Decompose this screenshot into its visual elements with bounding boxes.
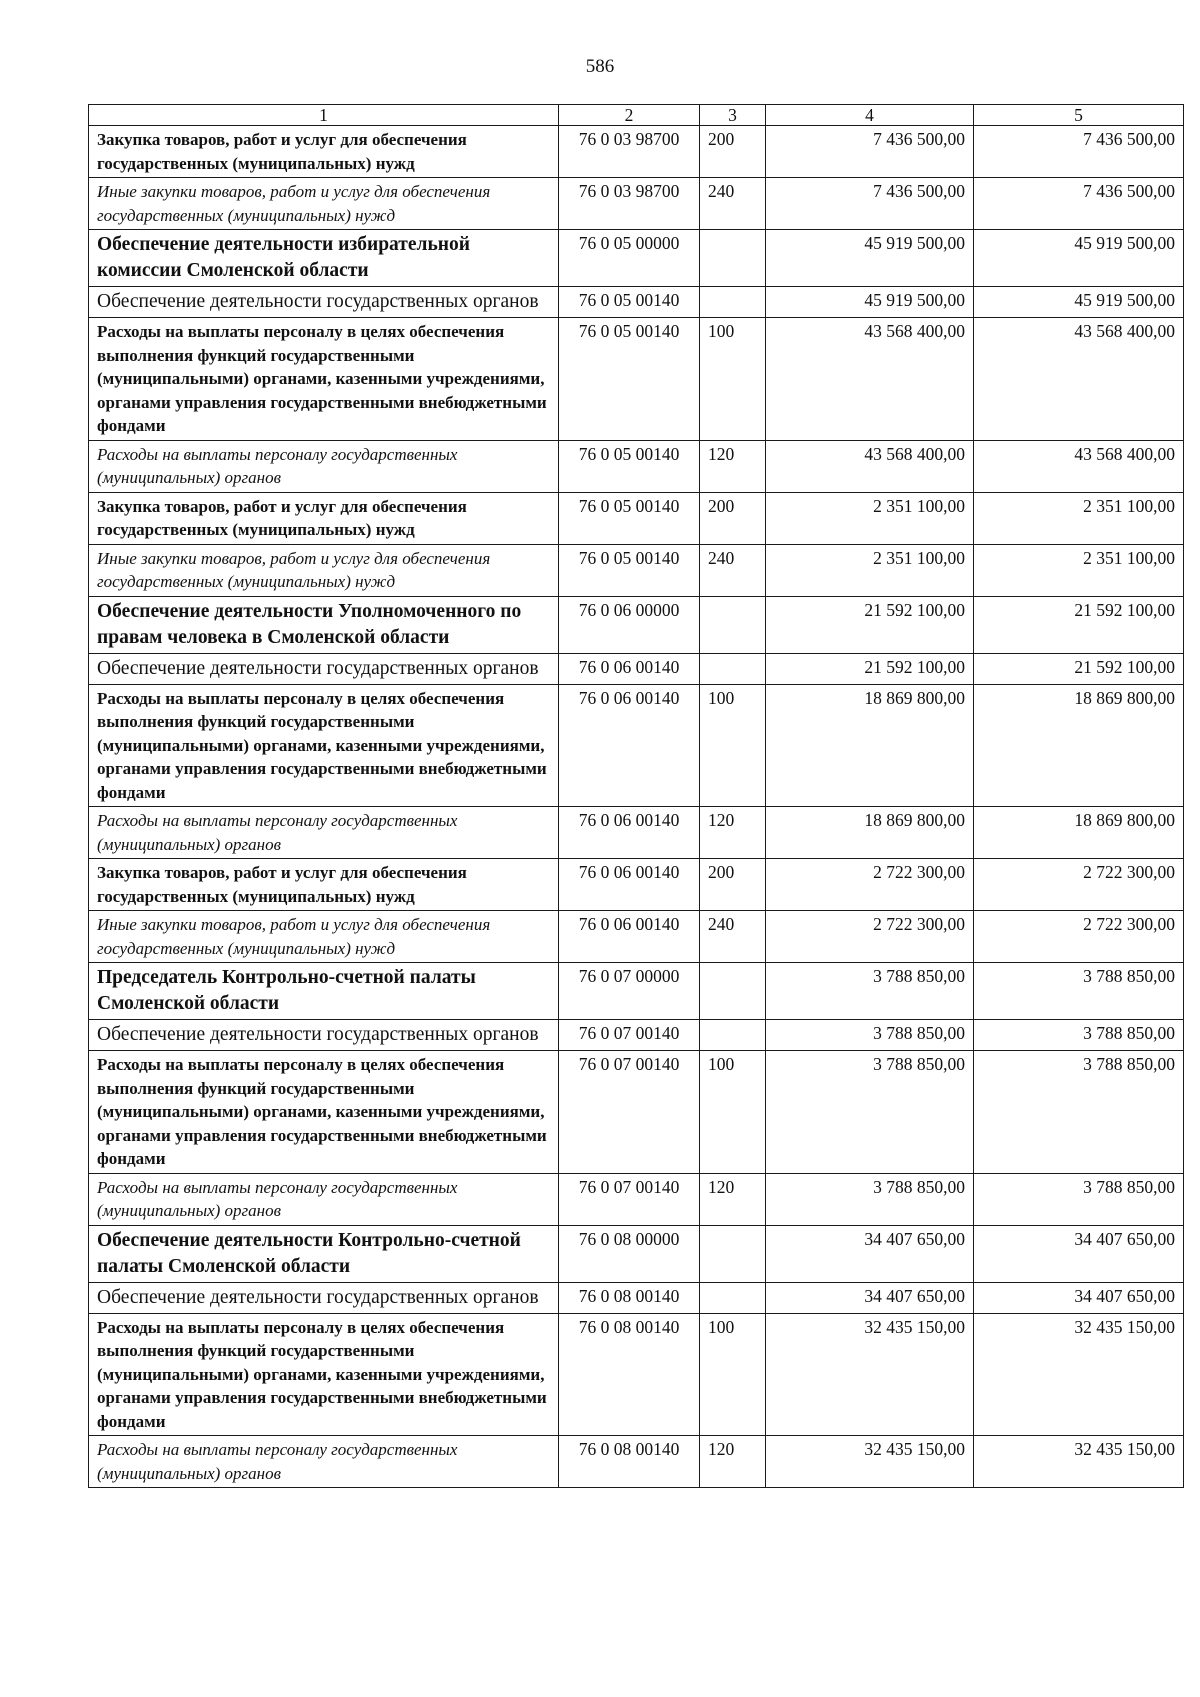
table-row — [89, 1020, 1184, 1051]
row-amount-col4: 2 351 100,00 — [766, 492, 974, 544]
budget-table-body — [89, 105, 1184, 1488]
table-row — [89, 911, 1184, 963]
row-amount-col4: 2 351 100,00 — [766, 544, 974, 596]
table-row — [89, 1051, 1184, 1174]
table-row — [89, 178, 1184, 230]
row-expense-type: 100 — [700, 318, 766, 441]
table-row — [89, 544, 1184, 596]
row-name: Расходы на выплаты персоналу в целях обеспечения выполнения функций государственными (муниципальными) органами, казенными учреждениями, органами управления государственными внебюджетными фондами — [89, 684, 559, 807]
row-expense-type: 200 — [700, 492, 766, 544]
row-amount-col5: 3 788 850,00 — [974, 1020, 1184, 1051]
row-target-code: 76 0 06 00140 — [559, 653, 700, 684]
row-amount-col5: 3 788 850,00 — [974, 1051, 1184, 1174]
column-header: 1 — [89, 105, 559, 126]
row-amount-col4: 34 407 650,00 — [766, 1282, 974, 1313]
row-name: Обеспечение деятельности Уполномоченного по правам человека в Смоленской области — [89, 596, 559, 653]
row-target-code: 76 0 06 00140 — [559, 859, 700, 911]
row-target-code: 76 0 08 00140 — [559, 1436, 700, 1488]
column-header: 4 — [766, 105, 974, 126]
row-amount-col4: 43 568 400,00 — [766, 318, 974, 441]
row-amount-col4: 2 722 300,00 — [766, 859, 974, 911]
row-expense-type: 120 — [700, 440, 766, 492]
row-name: Закупка товаров, работ и услуг для обеспечения государственных (муниципальных) нужд — [89, 859, 559, 911]
table-row — [89, 492, 1184, 544]
column-header: 3 — [700, 105, 766, 126]
row-amount-col4: 3 788 850,00 — [766, 1173, 974, 1225]
row-target-code: 76 0 03 98700 — [559, 178, 700, 230]
row-name: Расходы на выплаты персоналу государственных (муниципальных) органов — [89, 440, 559, 492]
row-expense-type: 100 — [700, 684, 766, 807]
row-name: Иные закупки товаров, работ и услуг для обеспечения государственных (муниципальных) нужд — [89, 911, 559, 963]
row-target-code: 76 0 05 00140 — [559, 287, 700, 318]
row-target-code: 76 0 05 00140 — [559, 544, 700, 596]
row-expense-type — [700, 1020, 766, 1051]
row-target-code: 76 0 03 98700 — [559, 126, 700, 178]
column-header: 2 — [559, 105, 700, 126]
row-name: Расходы на выплаты персоналу в целях обеспечения выполнения функций государственными (муниципальными) органами, казенными учреждениями, органами управления государственными внебюджетными фондами — [89, 318, 559, 441]
row-amount-col5: 45 919 500,00 — [974, 230, 1184, 287]
row-target-code: 76 0 08 00000 — [559, 1225, 700, 1282]
row-amount-col5: 2 722 300,00 — [974, 859, 1184, 911]
row-name: Расходы на выплаты персоналу государственных (муниципальных) органов — [89, 807, 559, 859]
table-row — [89, 440, 1184, 492]
row-amount-col5: 34 407 650,00 — [974, 1225, 1184, 1282]
row-amount-col4: 43 568 400,00 — [766, 440, 974, 492]
row-amount-col4: 3 788 850,00 — [766, 963, 974, 1020]
row-name: Расходы на выплаты персоналу в целях обеспечения выполнения функций государственными (муниципальными) органами, казенными учреждениями, органами управления государственными внебюджетными фондами — [89, 1313, 559, 1436]
row-amount-col5: 21 592 100,00 — [974, 653, 1184, 684]
row-amount-col5: 7 436 500,00 — [974, 178, 1184, 230]
row-target-code: 76 0 07 00140 — [559, 1020, 700, 1051]
row-expense-type: 120 — [700, 807, 766, 859]
row-name: Обеспечение деятельности государственных органов — [89, 1282, 559, 1313]
row-name: Обеспечение деятельности государственных органов — [89, 653, 559, 684]
row-expense-type: 200 — [700, 126, 766, 178]
row-target-code: 76 0 06 00140 — [559, 807, 700, 859]
row-expense-type: 120 — [700, 1173, 766, 1225]
row-expense-type: 100 — [700, 1051, 766, 1174]
row-name: Обеспечение деятельности избирательной комиссии Смоленской области — [89, 230, 559, 287]
row-expense-type — [700, 230, 766, 287]
row-amount-col5: 45 919 500,00 — [974, 287, 1184, 318]
row-amount-col5: 18 869 800,00 — [974, 684, 1184, 807]
row-expense-type: 240 — [700, 544, 766, 596]
row-target-code: 76 0 05 00140 — [559, 440, 700, 492]
row-amount-col5: 3 788 850,00 — [974, 1173, 1184, 1225]
row-amount-col4: 45 919 500,00 — [766, 230, 974, 287]
budget-table — [88, 104, 1184, 1488]
row-target-code: 76 0 06 00140 — [559, 911, 700, 963]
row-amount-col5: 3 788 850,00 — [974, 963, 1184, 1020]
row-target-code: 76 0 05 00140 — [559, 492, 700, 544]
row-name: Закупка товаров, работ и услуг для обеспечения государственных (муниципальных) нужд — [89, 492, 559, 544]
row-amount-col5: 2 351 100,00 — [974, 492, 1184, 544]
row-amount-col5: 32 435 150,00 — [974, 1436, 1184, 1488]
row-amount-col5: 32 435 150,00 — [974, 1313, 1184, 1436]
table-row — [89, 653, 1184, 684]
row-amount-col4: 2 722 300,00 — [766, 911, 974, 963]
row-expense-type — [700, 596, 766, 653]
row-target-code: 76 0 08 00140 — [559, 1313, 700, 1436]
row-amount-col5: 2 722 300,00 — [974, 911, 1184, 963]
row-expense-type — [700, 653, 766, 684]
row-amount-col4: 7 436 500,00 — [766, 178, 974, 230]
table-row — [89, 859, 1184, 911]
row-name: Обеспечение деятельности государственных органов — [89, 287, 559, 318]
row-target-code: 76 0 07 00140 — [559, 1051, 700, 1174]
row-target-code: 76 0 05 00140 — [559, 318, 700, 441]
table-row — [89, 230, 1184, 287]
table-row — [89, 318, 1184, 441]
row-amount-col4: 7 436 500,00 — [766, 126, 974, 178]
row-target-code: 76 0 06 00000 — [559, 596, 700, 653]
row-name: Закупка товаров, работ и услуг для обеспечения государственных (муниципальных) нужд — [89, 126, 559, 178]
row-name: Расходы на выплаты персоналу в целях обеспечения выполнения функций государственными (муниципальными) органами, казенными учреждениями, органами управления государственными внебюджетными фондами — [89, 1051, 559, 1174]
row-amount-col5: 7 436 500,00 — [974, 126, 1184, 178]
row-amount-col5: 43 568 400,00 — [974, 440, 1184, 492]
row-name: Председатель Контрольно-счетной палаты Смоленской области — [89, 963, 559, 1020]
table-row — [89, 1173, 1184, 1225]
row-amount-col4: 18 869 800,00 — [766, 807, 974, 859]
page-number: 586 — [585, 56, 615, 77]
row-target-code: 76 0 05 00000 — [559, 230, 700, 287]
row-amount-col4: 3 788 850,00 — [766, 1051, 974, 1174]
table-row — [89, 684, 1184, 807]
table-row — [89, 287, 1184, 318]
row-name: Иные закупки товаров, работ и услуг для обеспечения государственных (муниципальных) нужд — [89, 544, 559, 596]
row-amount-col4: 34 407 650,00 — [766, 1225, 974, 1282]
row-name: Обеспечение деятельности Контрольно-счетной палаты Смоленской области — [89, 1225, 559, 1282]
table-row — [89, 1225, 1184, 1282]
row-name: Обеспечение деятельности государственных органов — [89, 1020, 559, 1051]
row-amount-col4: 21 592 100,00 — [766, 596, 974, 653]
row-amount-col4: 45 919 500,00 — [766, 287, 974, 318]
row-name: Расходы на выплаты персоналу государственных (муниципальных) органов — [89, 1436, 559, 1488]
row-amount-col4: 18 869 800,00 — [766, 684, 974, 807]
row-expense-type: 120 — [700, 1436, 766, 1488]
column-header: 5 — [974, 105, 1184, 126]
row-target-code: 76 0 08 00140 — [559, 1282, 700, 1313]
row-expense-type — [700, 1225, 766, 1282]
table-row — [89, 963, 1184, 1020]
row-expense-type: 100 — [700, 1313, 766, 1436]
row-amount-col4: 32 435 150,00 — [766, 1313, 974, 1436]
row-amount-col5: 18 869 800,00 — [974, 807, 1184, 859]
column-header-row — [89, 105, 1184, 126]
row-expense-type — [700, 287, 766, 318]
table-row — [89, 126, 1184, 178]
row-amount-col5: 2 351 100,00 — [974, 544, 1184, 596]
row-amount-col4: 32 435 150,00 — [766, 1436, 974, 1488]
row-expense-type: 200 — [700, 859, 766, 911]
row-expense-type — [700, 963, 766, 1020]
row-name: Расходы на выплаты персоналу государственных (муниципальных) органов — [89, 1173, 559, 1225]
row-name: Иные закупки товаров, работ и услуг для обеспечения государственных (муниципальных) нужд — [89, 178, 559, 230]
row-target-code: 76 0 07 00140 — [559, 1173, 700, 1225]
table-row — [89, 596, 1184, 653]
row-amount-col4: 21 592 100,00 — [766, 653, 974, 684]
row-expense-type: 240 — [700, 178, 766, 230]
row-amount-col4: 3 788 850,00 — [766, 1020, 974, 1051]
row-expense-type — [700, 1282, 766, 1313]
table-row — [89, 1313, 1184, 1436]
table-row — [89, 1282, 1184, 1313]
table-row — [89, 1436, 1184, 1488]
row-amount-col5: 21 592 100,00 — [974, 596, 1184, 653]
row-target-code: 76 0 06 00140 — [559, 684, 700, 807]
table-row — [89, 807, 1184, 859]
row-amount-col5: 34 407 650,00 — [974, 1282, 1184, 1313]
row-target-code: 76 0 07 00000 — [559, 963, 700, 1020]
row-amount-col5: 43 568 400,00 — [974, 318, 1184, 441]
row-expense-type: 240 — [700, 911, 766, 963]
